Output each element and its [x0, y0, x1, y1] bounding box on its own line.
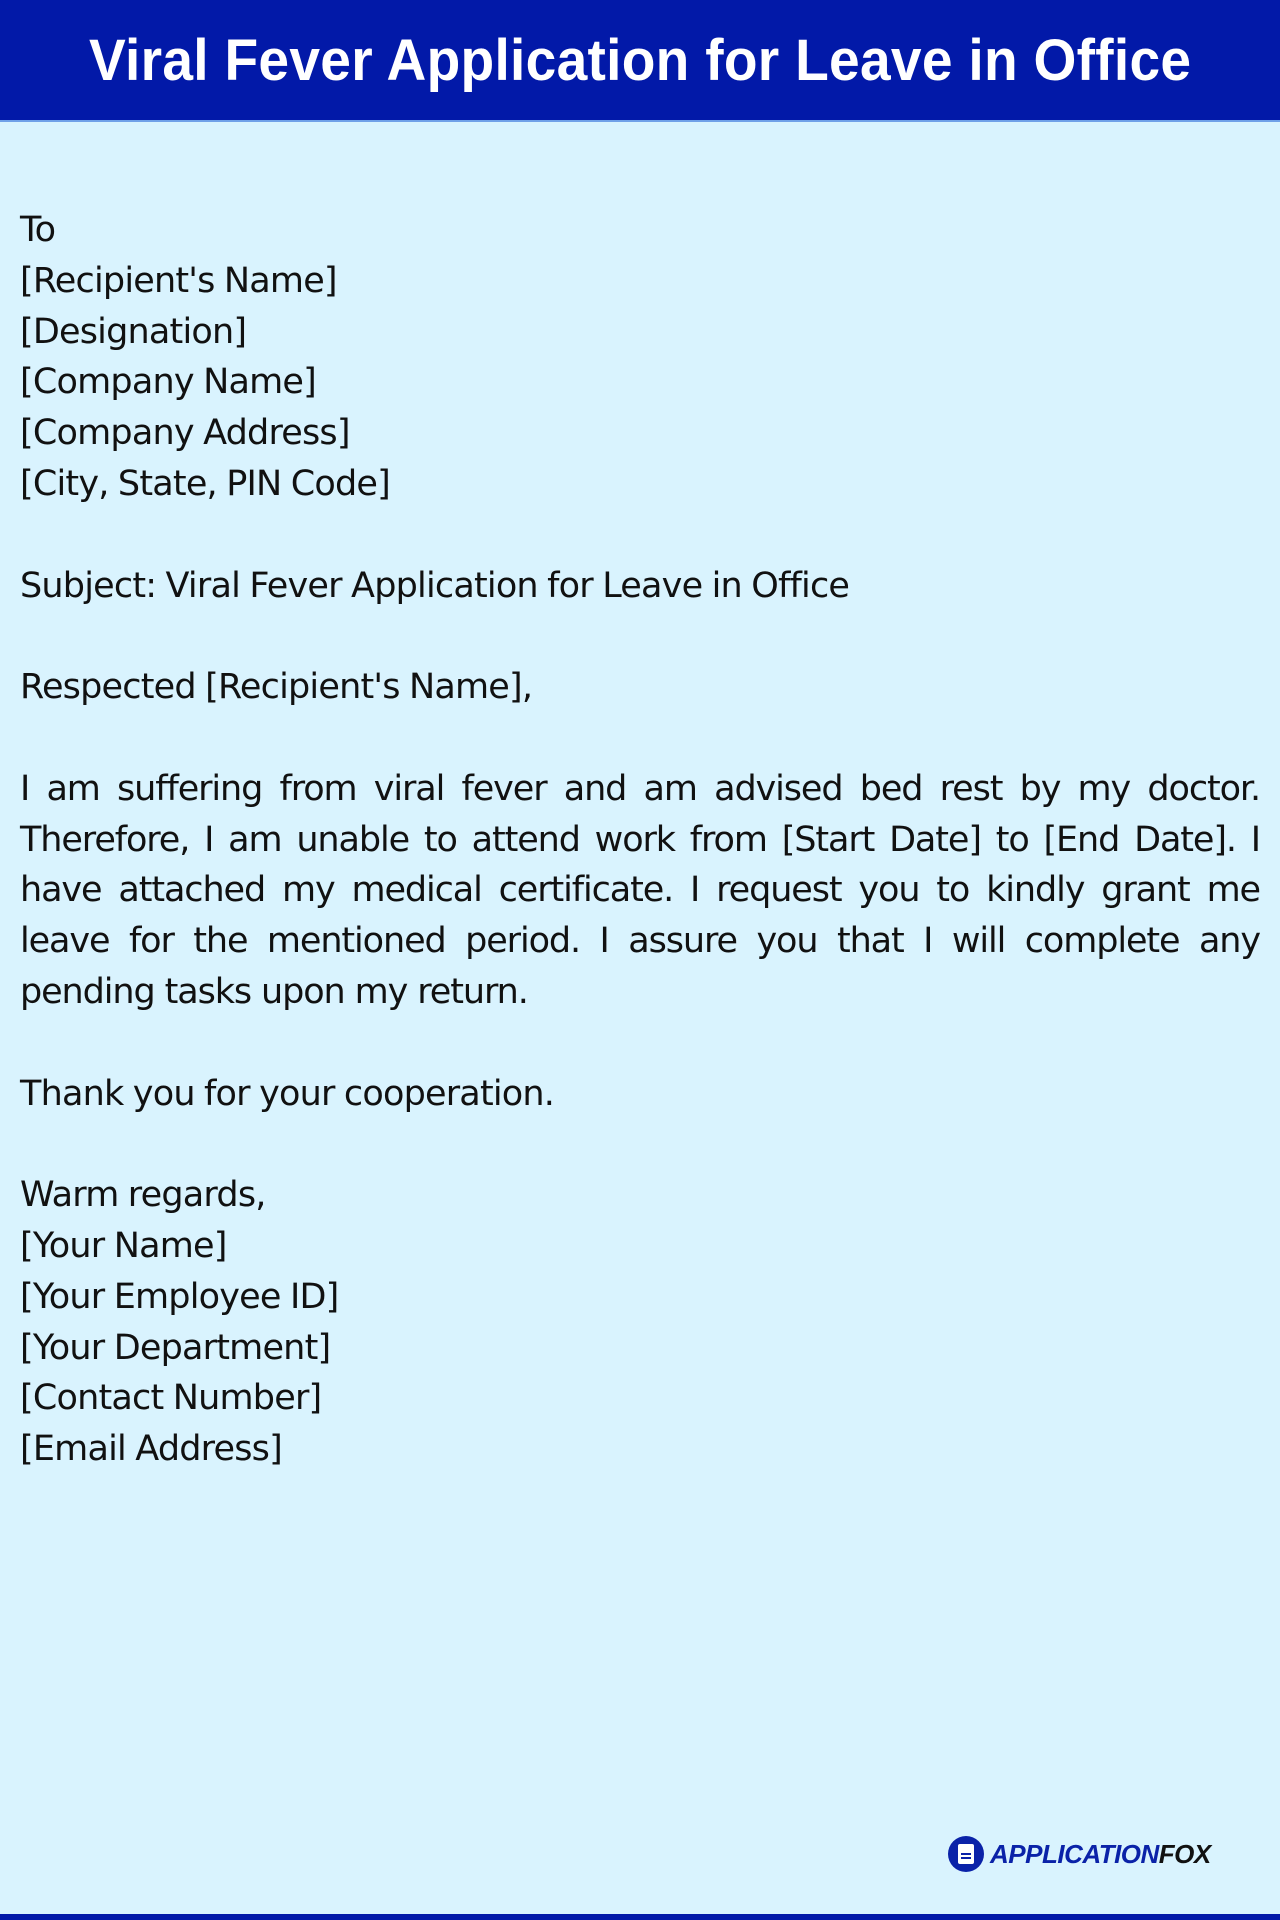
body-paragraph: I am suffering from viral fever and am advised bed rest by my doctor. Therefore, I am unable to attend work from [Start Date] to [End Date]. I have attached my medical certificate. I request you to kindly grant me leave for the mentioned period. I assure you that I will complete any pending tasks upon my return.: [20, 768, 1260, 1012]
salutation-to: To: [20, 210, 56, 250]
letter-body: [20, 205, 1260, 1475]
thanks-line: Thank you for your cooperation.: [20, 1073, 555, 1114]
spacer: [20, 1018, 1260, 1069]
spacer: [20, 510, 1260, 561]
sender-department: [Your Department]: [20, 1327, 331, 1368]
company-name: [Company Name]: [20, 362, 316, 403]
sender-name: [Your Name]: [20, 1225, 227, 1266]
recipient-name: [Recipient's Name]: [20, 260, 337, 301]
sender-contact-number: [Contact Number]: [20, 1378, 322, 1419]
subject-line: Subject: Viral Fever Application for Leave in Office: [20, 565, 850, 606]
footer-bar: [0, 1914, 1280, 1920]
city-state-pin: [City, State, PIN Code]: [20, 463, 390, 504]
document-icon: [948, 1836, 984, 1872]
closing: Warm regards,: [20, 1175, 266, 1216]
spacer: [20, 713, 1260, 764]
page-title: Viral Fever Application for Leave in Office: [88, 27, 1192, 93]
applicationfox-logo: [948, 1836, 1211, 1872]
greeting: Respected [Recipient's Name],: [20, 667, 533, 708]
recipient-designation: [Designation]: [20, 311, 247, 352]
spacer: [20, 611, 1260, 662]
sender-employee-id: [Your Employee ID]: [20, 1276, 339, 1317]
page-header: [0, 0, 1280, 122]
company-address: [Company Address]: [20, 413, 350, 454]
sender-email: [Email Address]: [20, 1429, 282, 1470]
spacer: [20, 1119, 1260, 1170]
logo-wordmark: APPLICATIONFOX: [990, 1838, 1211, 1869]
